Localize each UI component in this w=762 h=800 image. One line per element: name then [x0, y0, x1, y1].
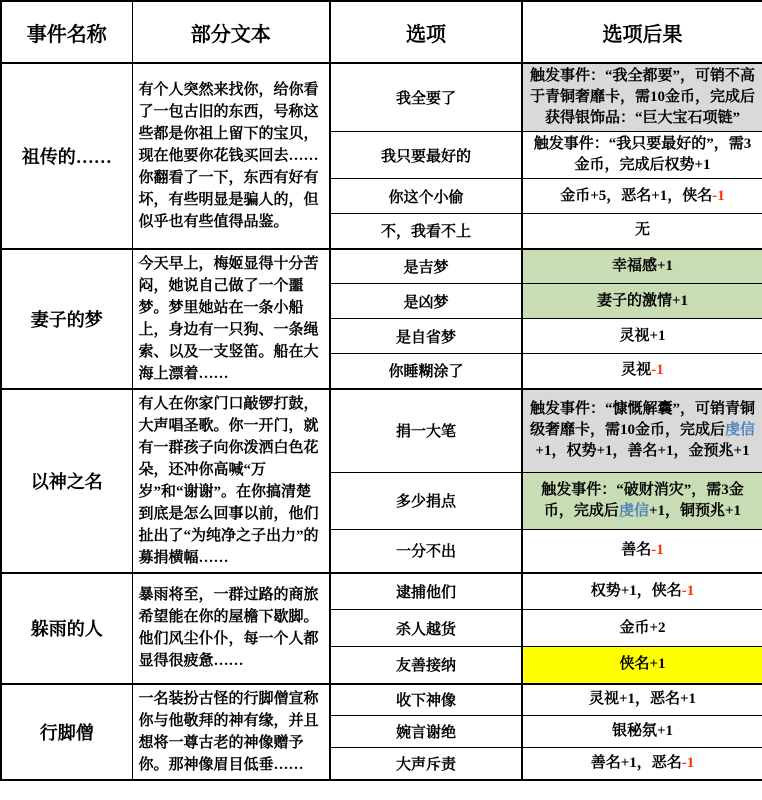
consequence-segment-red: -1 [712, 187, 725, 204]
consequence-segment: 触发事件：“破财消灾”，需3金币，完成后 [541, 481, 744, 519]
event-name-cell: 祖传的…… [1, 63, 132, 249]
option-cell: 友善接纳 [330, 647, 522, 684]
table-row [1, 573, 762, 610]
event-name-cell: 行脚僧 [1, 684, 132, 780]
event-group [1, 684, 762, 780]
consequence-segment-red: -1 [651, 542, 664, 559]
event-group [1, 63, 762, 249]
column-header: 部分文本 [132, 1, 330, 63]
option-cell: 逮捕他们 [330, 573, 522, 610]
consequence-segment: 触发事件：“我全都要”，可销不高于青铜奢靡卡，需10金币，完成后获得银饰品：“巨大宝石项链” [529, 68, 755, 126]
option-cell: 收下神像 [330, 684, 522, 716]
table-row [1, 389, 762, 473]
consequence-cell [522, 573, 762, 610]
event-text-cell: 有个人突然来找你，给你看了一包古旧的东西，号称这些都是你祖上留下的宝贝，现在他要你花钱买回去……你翻看了一下，东西有好有坏，有些明显是骗人的，但似乎也有些值得品鉴。 [132, 63, 330, 249]
consequence-cell [522, 530, 762, 573]
consequence-segment-red: -1 [651, 362, 664, 379]
event-group [1, 249, 762, 389]
consequence-cell [522, 179, 762, 214]
event-name-cell: 以神之名 [1, 389, 132, 573]
consequence-segment-blue: 虔信 [618, 502, 649, 519]
consequence-cell [522, 319, 762, 354]
consequence-cell [522, 748, 762, 780]
option-cell: 多少捐点 [330, 472, 522, 529]
event-group [1, 573, 762, 684]
option-cell: 是凶梦 [330, 284, 522, 319]
consequence-segment-red: -1 [681, 754, 695, 771]
consequence-segment-blue: 虔信 [725, 422, 756, 439]
consequence-cell [522, 684, 762, 716]
header-row [1, 1, 762, 63]
consequence-cell [522, 214, 762, 249]
option-cell: 我只要最好的 [330, 132, 522, 179]
consequence-segment: 妻子的激情+1 [596, 292, 689, 309]
option-cell: 捐一大笔 [330, 389, 522, 473]
consequence-cell [522, 132, 762, 179]
option-cell: 是自省梦 [330, 319, 522, 354]
consequence-cell [522, 284, 762, 319]
consequence-segment: +1，权势+1，善名+1，金预兆+1 [535, 443, 750, 460]
consequence-segment-red: -1 [681, 582, 695, 599]
consequence-segment: 灵视+1，恶名+1 [588, 691, 697, 708]
column-header: 选项后果 [522, 1, 762, 63]
consequence-cell [522, 610, 762, 647]
consequence-segment: 善名 [621, 542, 652, 559]
event-name-cell: 妻子的梦 [1, 249, 132, 389]
event-text-cell: 一名装扮古怪的行脚僧宣称你与他敬拜的神有缘，并且想将一尊古老的神像赠予你。那神像眉目低垂…… [132, 684, 330, 780]
consequence-segment: +1，铜预兆+1 [648, 502, 742, 519]
option-cell: 不，我看不上 [330, 214, 522, 249]
event-text-cell: 有人在你家门口敲锣打鼓，大声唱圣歌。你一开门，就有一群孩子向你泼洒白色花朵，还冲你高喊“万岁”和“谢谢”。在你搞清楚到底是怎么回事以前，他们扯出了“为纯净之子出力”的募捐横幅…… [132, 389, 330, 573]
column-header: 事件名称 [1, 1, 132, 63]
consequence-segment: 权势+1，侠名 [590, 582, 682, 599]
option-cell: 一分不出 [330, 530, 522, 573]
consequence-segment: 灵视+1 [619, 327, 666, 344]
option-cell: 我全要了 [330, 63, 522, 132]
consequence-segment: 触发事件：“我只要最好的”，需3金币，完成后权势+1 [533, 136, 752, 173]
event-group [1, 389, 762, 573]
option-cell: 大声斥责 [330, 748, 522, 780]
table-row [1, 63, 762, 132]
table-row [1, 684, 762, 716]
option-cell: 你这个小偷 [330, 179, 522, 214]
consequence-segment: 灵视 [621, 362, 652, 379]
consequence-segment: 善名+1，恶名 [590, 754, 682, 771]
event-text-cell: 暴雨将至，一群过路的商旅希望能在你的屋檐下歇脚。他们风尘仆仆，每一个人都显得很疲惫…… [132, 573, 330, 684]
event-name-cell: 躲雨的人 [1, 573, 132, 684]
consequence-segment: 侠名+1 [619, 656, 666, 673]
option-cell: 是吉梦 [330, 249, 522, 284]
consequence-cell [522, 716, 762, 748]
consequence-cell [522, 249, 762, 284]
consequence-segment: 无 [634, 222, 650, 239]
consequence-cell [522, 389, 762, 473]
option-cell: 婉言谢绝 [330, 716, 522, 748]
column-header: 选项 [330, 1, 522, 63]
consequence-cell [522, 63, 762, 132]
option-cell: 你睡糊涂了 [330, 354, 522, 389]
consequence-cell [522, 472, 762, 529]
table-header [1, 1, 762, 63]
consequence-cell [522, 354, 762, 389]
consequence-segment: 金币+5，恶名+1，侠名 [560, 187, 713, 204]
table-row [1, 249, 762, 284]
consequence-segment: 触发事件：“慷慨解囊”，可销青铜级奢靡卡，需10金币，完成后 [529, 401, 755, 439]
consequence-segment: 银秘氛+1 [611, 723, 674, 739]
consequence-segment: 金币+2 [619, 619, 666, 636]
option-cell: 杀人越货 [330, 610, 522, 647]
event-text-cell: 今天早上，梅姬显得十分苦闷，她说自己做了一个噩梦。梦里她站在一条小船上，身边有一只狗、一条绳索、以及一支竖笛。船在大海上漂着…… [132, 249, 330, 389]
consequence-cell [522, 647, 762, 684]
consequence-segment: 幸福感+1 [611, 257, 674, 274]
